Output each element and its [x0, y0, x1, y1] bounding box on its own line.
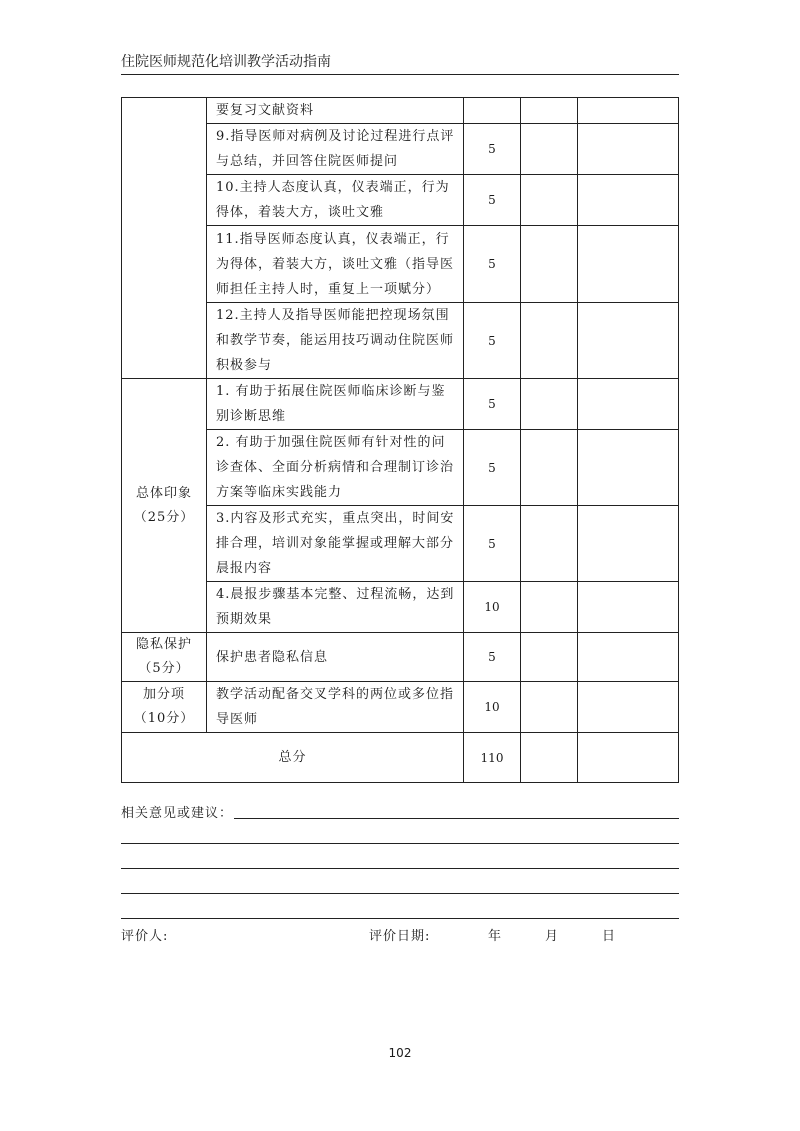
max-score	[464, 98, 521, 124]
category-points: （10分）	[133, 711, 195, 726]
total-score-entry-cell[interactable]	[521, 733, 578, 783]
table-row	[122, 633, 679, 682]
remark-entry-cell[interactable]	[578, 506, 679, 582]
score-entry-cell[interactable]	[521, 124, 578, 175]
score-entry-cell[interactable]	[521, 98, 578, 124]
evaluation-table	[121, 97, 679, 783]
max-score: 5	[464, 226, 521, 303]
max-score: 5	[464, 303, 521, 379]
table-row-total	[122, 733, 679, 783]
comment-line[interactable]	[121, 868, 679, 869]
category-points: （25分）	[133, 509, 195, 525]
total-remark-entry-cell[interactable]	[578, 733, 679, 783]
month-label: 月	[545, 929, 560, 944]
category-name: 隐私保护	[135, 637, 192, 652]
page-number: 102	[388, 1046, 412, 1060]
score-entry-cell[interactable]	[521, 582, 578, 633]
comment-line[interactable]	[121, 843, 679, 844]
evaluator-label: 评价人:	[121, 929, 169, 944]
category-overall-impression	[122, 379, 207, 633]
category-name: 加分项	[142, 687, 185, 702]
table-row	[122, 98, 679, 124]
day-label: 日	[602, 929, 617, 944]
category-points: （5分）	[138, 661, 190, 676]
item-text: 要复习文献资料	[207, 98, 464, 124]
score-entry-cell[interactable]	[521, 682, 578, 733]
remark-entry-cell[interactable]	[578, 226, 679, 303]
score-entry-cell[interactable]	[521, 226, 578, 303]
remark-entry-cell[interactable]	[578, 124, 679, 175]
item-text: 10.主持人态度认真，仪表端正，行为得体，着装大方，谈吐文雅	[207, 175, 464, 226]
score-entry-cell[interactable]	[521, 633, 578, 682]
max-score: 5	[464, 379, 521, 430]
comment-line[interactable]	[234, 818, 679, 819]
max-score: 5	[464, 124, 521, 175]
year-label: 年	[488, 929, 503, 944]
remark-entry-cell[interactable]	[578, 633, 679, 682]
remark-entry-cell[interactable]	[578, 303, 679, 379]
score-entry-cell[interactable]	[521, 506, 578, 582]
running-header: 住院医师规范化培训教学活动指南	[121, 54, 331, 70]
category-bonus	[122, 682, 207, 733]
max-score: 10	[464, 582, 521, 633]
remark-entry-cell[interactable]	[578, 582, 679, 633]
item-text: 9.指导医师对病例及讨论过程进行点评与总结，并回答住院医师提问	[207, 124, 464, 175]
table-row	[122, 682, 679, 733]
remark-entry-cell[interactable]	[578, 98, 679, 124]
total-max-score: 110	[464, 733, 521, 783]
item-text: 教学活动配备交叉学科的两位或多位指导医师	[207, 682, 464, 733]
total-label: 总分	[122, 733, 464, 783]
max-score: 5	[464, 633, 521, 682]
item-text: 4.晨报步骤基本完整、过程流畅，达到预期效果	[207, 582, 464, 633]
table-row	[122, 379, 679, 430]
category-name: 总体印象	[135, 485, 192, 501]
evaluation-date-label: 评价日期:	[369, 929, 431, 944]
max-score: 5	[464, 430, 521, 506]
max-score: 10	[464, 682, 521, 733]
remark-entry-cell[interactable]	[578, 430, 679, 506]
max-score: 5	[464, 506, 521, 582]
score-entry-cell[interactable]	[521, 303, 578, 379]
category-privacy	[122, 633, 207, 682]
remark-entry-cell[interactable]	[578, 175, 679, 226]
comments-label: 相关意见或建议：	[121, 806, 234, 821]
category-cell-continued	[122, 98, 207, 379]
item-text: 11.指导医师态度认真，仪表端正，行为得体，着装大方，谈吐文雅（指导医师担任主持人时，重复上一项赋分）	[207, 226, 464, 303]
score-entry-cell[interactable]	[521, 430, 578, 506]
score-entry-cell[interactable]	[521, 379, 578, 430]
comment-line[interactable]	[121, 918, 679, 919]
max-score: 5	[464, 175, 521, 226]
item-text: 12.主持人及指导医师能把控现场氛围和教学节奏，能运用技巧调动住院医师积极参与	[207, 303, 464, 379]
item-text: 1. 有助于拓展住院医师临床诊断与鉴别诊断思维	[207, 379, 464, 430]
score-entry-cell[interactable]	[521, 175, 578, 226]
item-text: 3.内容及形式充实，重点突出，时间安排合理，培训对象能掌握或理解大部分晨报内容	[207, 506, 464, 582]
comment-line[interactable]	[121, 893, 679, 894]
item-text: 保护患者隐私信息	[207, 633, 464, 682]
item-text: 2. 有助于加强住院医师有针对性的问诊查体、全面分析病情和合理制订诊治方案等临床实践能力	[207, 430, 464, 506]
remark-entry-cell[interactable]	[578, 682, 679, 733]
remark-entry-cell[interactable]	[578, 379, 679, 430]
header-rule	[121, 74, 679, 75]
